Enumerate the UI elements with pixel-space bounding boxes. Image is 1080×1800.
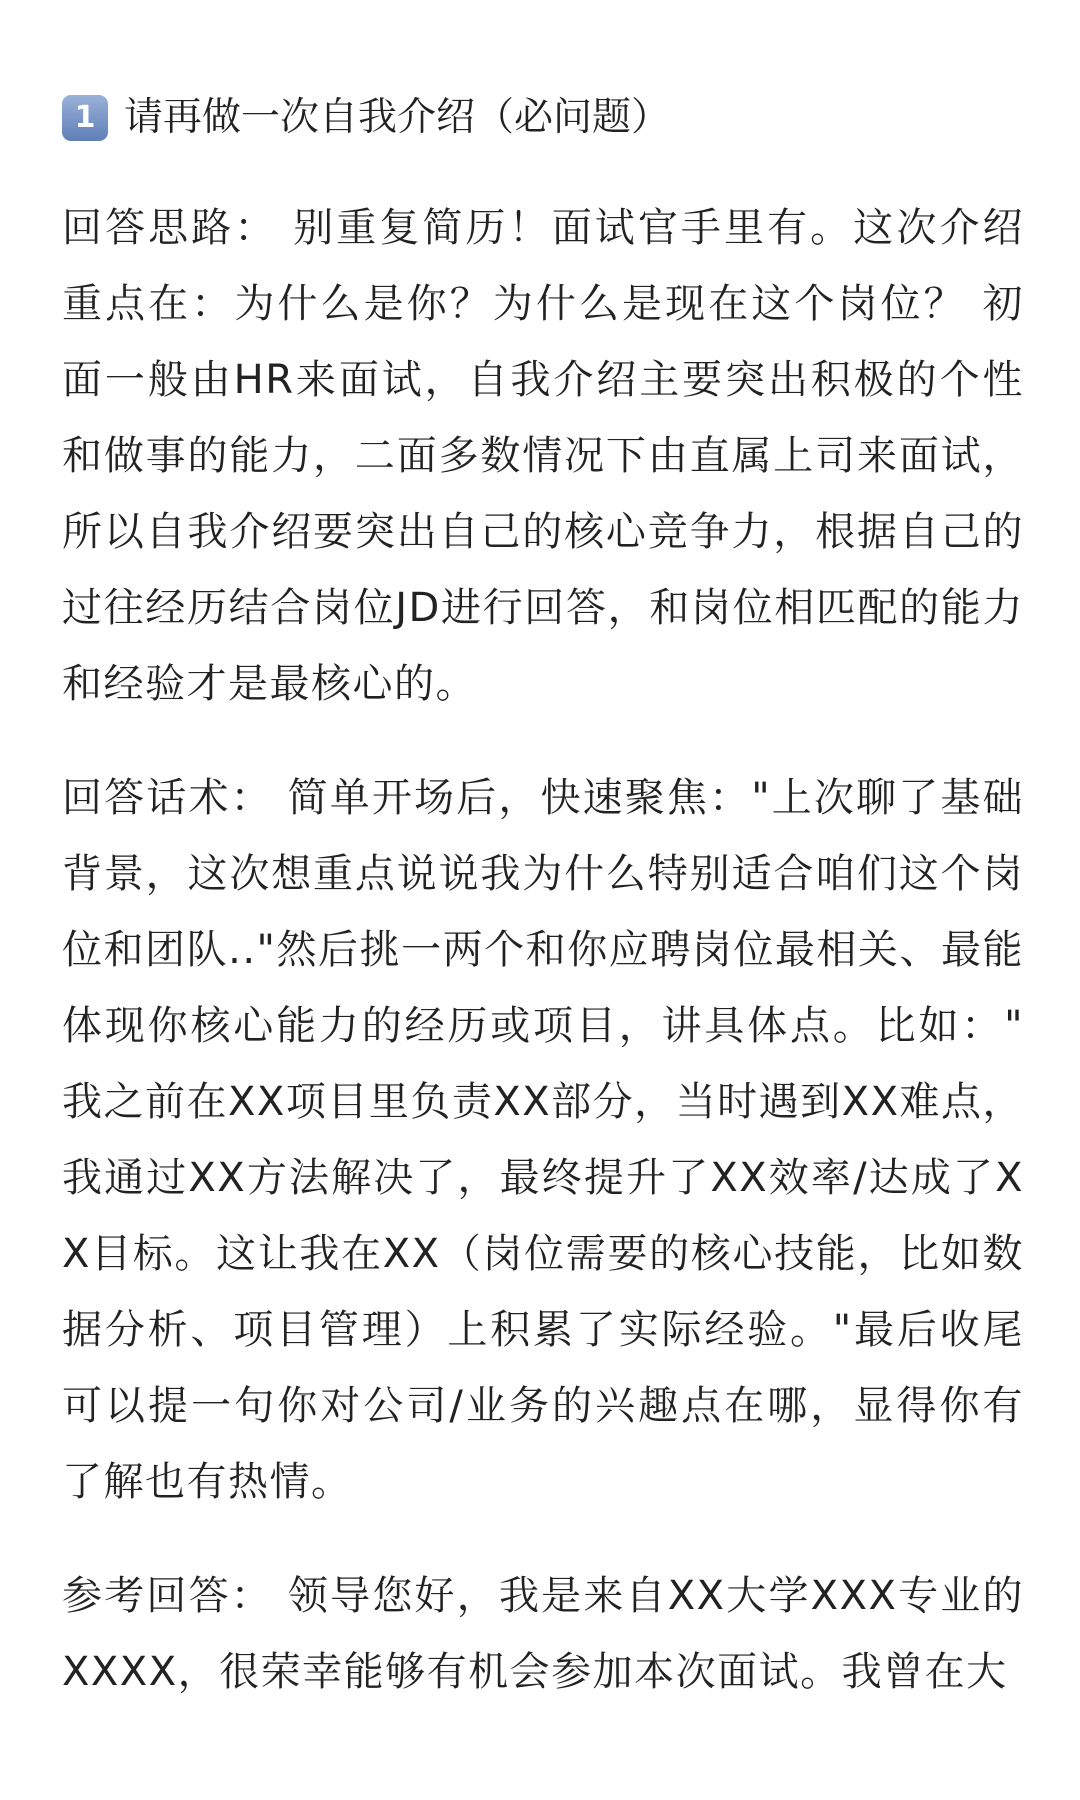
article-body — [62, 86, 1024, 1748]
script-paragraph — [62, 760, 1024, 1520]
script-text: 简单开场后，快速聚焦："上次聊了基础背景，这次想重点说说我为什么特别适合咱们这个岗位和团队.."然后挑一两个和你应聘岗位最相关、最能体现你核心能力的经历或项目，讲具体点。比如："我之前在XX项目里负责XX部分，当时遇到XX难点，我通过XX方法解决了，最终提升了XX效率/达成了XX目标。这让我在XX（岗位需要的核心技能，比如数据分析、项目管理）上积累了实际经验。"最后收尾可以提一句你对公司/业务的兴趣点在哪，显得你有了解也有热情。 — [62, 775, 1024, 1505]
question-heading — [62, 86, 1024, 150]
approach-text: 别重复简历！面试官手里有。这次介绍重点在：为什么是你？为什么是现在这个岗位？ 初面一般由HR来面试，自我介绍主要突出积极的个性和做事的能力，二面多数情况下由直属上司来面试，所以自我介绍要突出自己的核心竞争力，根据自己的过往经历结合岗位JD进行回答，和岗位相匹配的能力和经验才是最核心的。 — [62, 205, 1024, 707]
approach-paragraph — [62, 190, 1024, 722]
reference-paragraph — [62, 1558, 1024, 1710]
reference-text: 领导您好，我是来自XX大学XXX专业的XXXX，很荣幸能够有机会参加本次面试。我曾在大 — [62, 1573, 1024, 1695]
question-title: 请再做一次自我介绍（必问题） — [124, 95, 671, 140]
number-one-keycap-icon: 1 — [62, 95, 108, 141]
approach-label: 回答思路： — [62, 205, 278, 251]
script-label: 回答话术： — [62, 775, 273, 821]
reference-label: 参考回答： — [62, 1573, 274, 1619]
